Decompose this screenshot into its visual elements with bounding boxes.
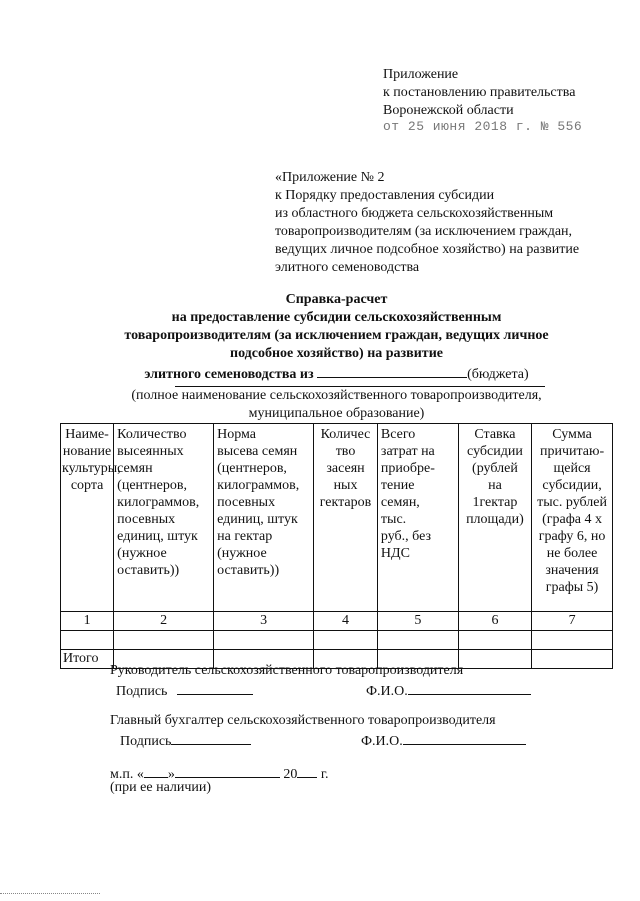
table-cell[interactable] xyxy=(532,631,613,650)
head-title: Руководитель сельскохозяйственного товаропроизводителя xyxy=(110,663,464,678)
stamp-quote-close: » xyxy=(167,767,175,782)
head-signature-field[interactable] xyxy=(177,681,253,695)
title-line-4: подсобное хозяйство) на развитие xyxy=(230,346,443,361)
stamp-year-suffix: г. xyxy=(320,767,329,782)
budget-fill-line[interactable] xyxy=(317,364,467,378)
appendix-line: элитного семеноводства xyxy=(275,260,420,275)
stamp-month-field[interactable] xyxy=(175,764,280,778)
head-signature-label: Подпись xyxy=(116,684,168,699)
accountant-signature-label: Подпись xyxy=(120,734,172,749)
stamp-note: (при ее наличии) xyxy=(110,780,212,795)
title-budget-suffix: (бюджета) xyxy=(467,367,529,382)
accountant-name-field[interactable] xyxy=(403,731,526,745)
recipient-fill-line[interactable] xyxy=(175,386,545,387)
accountant-name-label: Ф.И.О. xyxy=(361,734,403,749)
table-header-row xyxy=(61,424,613,612)
title-line-1: Справка-расчет xyxy=(285,292,388,307)
head-signature-row xyxy=(116,681,253,700)
page-edge-rule xyxy=(0,893,100,894)
header-seeding-rate: Норма высева семян (центнеров, килограммов, посевных единиц, штук на гектар (нужное оставить)) xyxy=(214,424,314,612)
header-subsidy-rate: Ставка субсидии (рублей на 1гектар площади) xyxy=(458,424,531,612)
title-budget-prefix: элитного семеноводства из xyxy=(144,367,314,382)
table-cell[interactable] xyxy=(377,631,458,650)
header-hectares: Количес тво засеян ных гектаров xyxy=(314,424,378,612)
column-number: 3 xyxy=(214,612,314,631)
stamp-year-field[interactable] xyxy=(297,764,317,778)
stamp-day-field[interactable] xyxy=(144,764,168,778)
stamp-prefix: м.п. « xyxy=(110,767,144,782)
appendix-line: из областного бюджета сельскохозяйственным xyxy=(275,206,554,221)
table-cell[interactable] xyxy=(61,631,114,650)
column-number: 4 xyxy=(314,612,378,631)
total-label: Итого xyxy=(61,650,114,669)
table-cell[interactable] xyxy=(458,650,531,669)
accountant-title: Главный бухгалтер сельскохозяйственного товаропроизводителя xyxy=(110,713,496,728)
appendix-line: к Порядку предоставления субсидии xyxy=(275,188,495,203)
header-total-costs: Всего затрат на приобре- тение семян, тыс. руб., без НДС xyxy=(377,424,458,612)
table-cell[interactable] xyxy=(114,631,214,650)
table-cell[interactable] xyxy=(214,631,314,650)
column-number: 5 xyxy=(377,612,458,631)
header-line-2: к постановлению правительства xyxy=(383,85,576,100)
accountant-signature-field[interactable] xyxy=(171,731,251,745)
title-line-5 xyxy=(60,364,613,382)
recipient-caption xyxy=(60,388,613,422)
accountant-signature-row xyxy=(120,731,251,750)
appendix-line: ведущих личное подсобное хозяйство) на развитие xyxy=(275,242,580,257)
head-name-label: Ф.И.О. xyxy=(366,684,408,699)
subsidy-calculation-table xyxy=(60,423,613,669)
header-line-1: Приложение xyxy=(383,67,459,82)
header-subsidy-amount: Сумма причитаю- щейся субсидии, тыс. рублей (графа 4 х графу 6, но не более значения графы 5) xyxy=(532,424,613,612)
head-name-row xyxy=(366,681,531,700)
accountant-name-row xyxy=(361,731,526,750)
column-number-row xyxy=(61,612,613,631)
title-line-3: товаропроизводителям (за исключением граждан, ведущих личное xyxy=(124,328,549,343)
stamp-year-prefix: 20 xyxy=(283,767,298,782)
recipient-caption-line-2: муниципальное образование) xyxy=(248,406,425,421)
title-line-2: на предоставление субсидии сельскохозяйственным xyxy=(171,310,502,325)
head-name-field[interactable] xyxy=(408,681,531,695)
appendix-line: товаропроизводителям (за исключением граждан, xyxy=(275,224,573,239)
table-cell[interactable] xyxy=(314,631,378,650)
column-number: 6 xyxy=(458,612,531,631)
column-number: 2 xyxy=(114,612,214,631)
column-number: 7 xyxy=(532,612,613,631)
header-seed-quantity: Количество высеянных семян (центнеров, килограммов, посевных единиц, штук (нужное оставить)) xyxy=(114,424,214,612)
table-cell[interactable] xyxy=(532,650,613,669)
table-row xyxy=(61,631,613,650)
header-crop-name: Наиме- нование культуры, сорта xyxy=(61,424,114,612)
resolution-date-stamp: от 25 июня 2018 г. № 556 xyxy=(383,119,583,134)
appendix-line: «Приложение № 2 xyxy=(275,170,385,185)
resolution-header xyxy=(383,67,582,135)
header-line-3: Воронежской области xyxy=(383,103,514,118)
appendix-2-block xyxy=(275,170,579,278)
column-number: 1 xyxy=(61,612,114,631)
document-title xyxy=(60,292,613,382)
table-cell[interactable] xyxy=(458,631,531,650)
recipient-caption-line-1: (полное наименование сельскохозяйственного товаропроизводителя, xyxy=(131,388,542,403)
